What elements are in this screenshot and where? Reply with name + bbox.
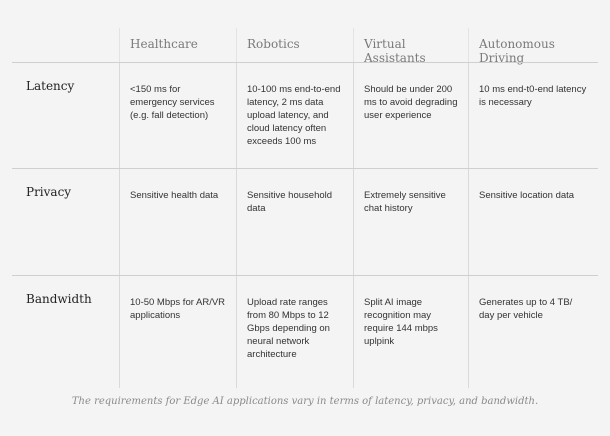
cell-bandwidth-virtual-assistants: Split AI image recognition may require 144 mbps uplpink bbox=[353, 276, 468, 388]
row-label-bandwidth: Bandwidth bbox=[26, 292, 92, 306]
cell-bandwidth-robotics: Upload rate ranges from 80 Mbps to 12 Gbps depending on neural network architecture bbox=[236, 276, 353, 388]
cell-latency-virtual-assistants: Should be under 200 ms to avoid degrading user experience bbox=[353, 63, 468, 168]
cell-privacy-robotics: Sensitive household data bbox=[236, 169, 353, 275]
cell-privacy-virtual-assistants: Extremely sensitive chat history bbox=[353, 169, 468, 275]
header-virtual-assistants: Virtual Assistants bbox=[353, 28, 468, 62]
cell-bandwidth-autonomous-driving: Generates up to 4 TB/ day per vehicle bbox=[468, 276, 598, 388]
table-header-row bbox=[12, 28, 598, 65]
table-row-bandwidth bbox=[12, 275, 598, 388]
header-robotics: Robotics bbox=[236, 28, 353, 62]
cell-privacy-healthcare: Sensitive health data bbox=[119, 169, 236, 275]
requirements-table bbox=[12, 28, 598, 388]
table-caption: The requirements for Edge AI applications vary in terms of latency, privacy, and bandwidth. bbox=[71, 396, 539, 407]
header-autonomous-driving: Autonomous Driving bbox=[468, 28, 598, 62]
header-empty-cell bbox=[12, 28, 119, 62]
table-row-privacy bbox=[12, 168, 598, 275]
row-label-latency: Latency bbox=[26, 79, 75, 93]
cell-privacy-autonomous-driving: Sensitive location data bbox=[468, 169, 598, 275]
header-healthcare: Healthcare bbox=[119, 28, 236, 62]
row-label-privacy: Privacy bbox=[26, 185, 72, 199]
cell-bandwidth-healthcare: 10-50 Mbps for AR/VR applications bbox=[119, 276, 236, 388]
cell-latency-autonomous-driving: 10 ms end-t0-end latency is necessary bbox=[468, 63, 598, 168]
cell-latency-robotics: 10-100 ms end-to-end latency, 2 ms data upload latency, and cloud latency often exceeds 100 ms bbox=[236, 63, 353, 168]
cell-latency-healthcare: <150 ms for emergency services (e.g. fall detection) bbox=[119, 63, 236, 168]
table-row-latency bbox=[12, 62, 598, 168]
